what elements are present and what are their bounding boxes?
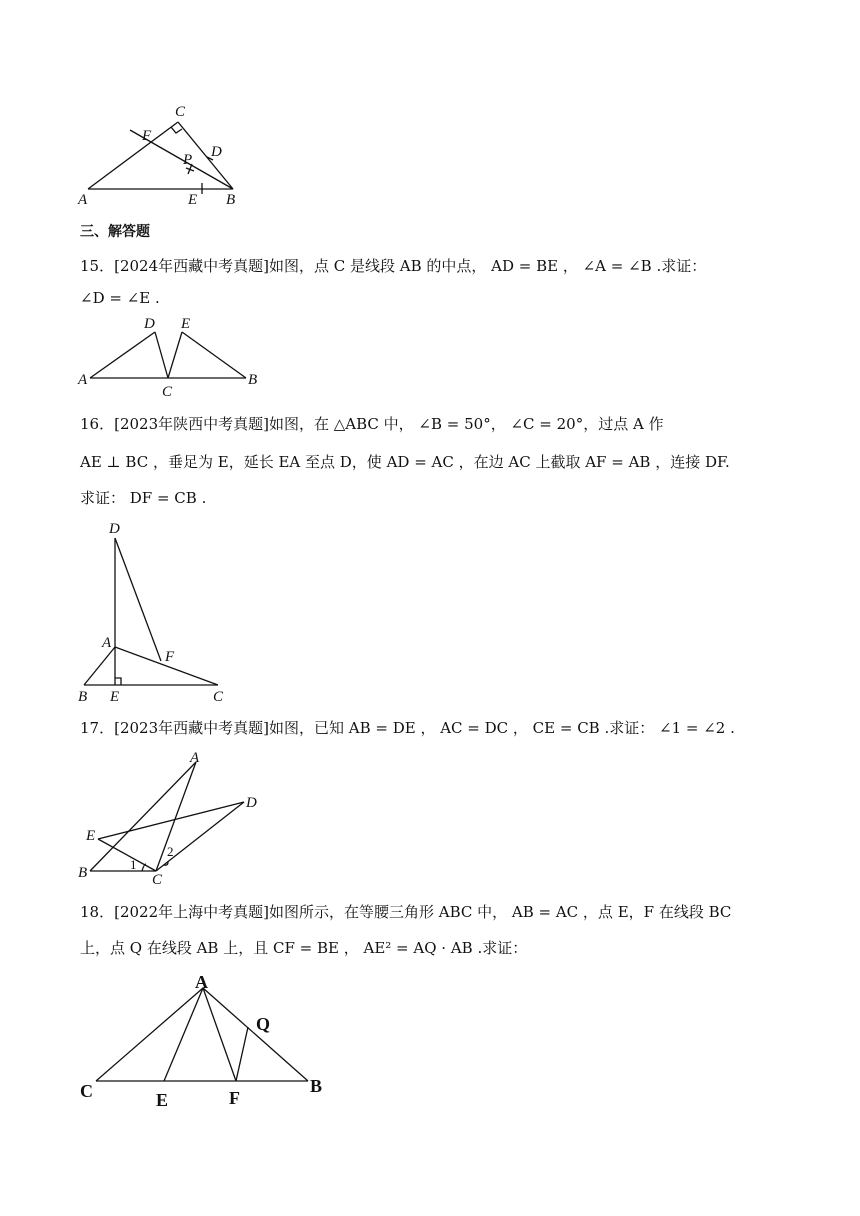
- problem-17-line-1: 17．[2023年西藏中考真题]如图，已知 AB = DE ， AC = DC ， CE = CB .求证： ∠1 = ∠2 .: [80, 719, 735, 737]
- label-Q: Q: [256, 1014, 271, 1034]
- right-angle-E: [115, 678, 121, 685]
- label-A: A: [78, 192, 88, 208]
- segment-DC: [155, 332, 168, 378]
- problem-18-line-1: 18．[2022年上海中考真题]如图所示，在等腰三角形 ABC 中， AB = AC ，点 E，F 在线段 BC: [80, 903, 732, 921]
- label-B: B: [226, 192, 236, 208]
- label-B: B: [78, 865, 88, 881]
- problem-15-line-2: ∠D = ∠E .: [80, 289, 160, 307]
- segment-AD: [90, 332, 155, 378]
- segment-BA: [84, 647, 115, 685]
- figure-15: [78, 314, 268, 400]
- problem-16-line-1: 16．[2023年陕西中考真题]如图，在 △ABC 中， ∠B = 50°， ∠C = 20°，过点 A 作: [80, 415, 664, 433]
- label-A: A: [102, 635, 112, 651]
- segment-CA: [96, 988, 203, 1081]
- segment-AB: [203, 988, 308, 1081]
- label-P: P: [183, 152, 193, 168]
- label-E: E: [156, 1090, 169, 1110]
- label-A: A: [190, 750, 200, 766]
- label-angle-2: 2: [167, 844, 174, 859]
- segment-EB: [182, 332, 246, 378]
- segment-DF: [115, 538, 161, 661]
- problem-15-line-1: 15．[2024年西藏中考真题]如图，点 C 是线段 AB 的中点， AD = BE ， ∠A = ∠B .求证：: [80, 257, 707, 275]
- figure-18: [76, 968, 336, 1108]
- label-C: C: [175, 104, 186, 120]
- segment-DE: [98, 802, 244, 839]
- segment-CE: [168, 332, 182, 378]
- label-E: E: [110, 689, 120, 705]
- label-C: C: [162, 384, 173, 400]
- label-B: B: [78, 689, 88, 705]
- label-D: D: [246, 795, 257, 811]
- segment-BA: [90, 762, 196, 871]
- label-F: F: [229, 1088, 240, 1108]
- label-B: B: [248, 372, 258, 388]
- segment-AE: [164, 988, 203, 1081]
- section-title: 三、解答题: [80, 224, 150, 240]
- figure-17: [76, 748, 276, 888]
- segment-EC: [98, 839, 156, 871]
- label-C: C: [80, 1081, 93, 1101]
- label-E: E: [188, 192, 198, 208]
- label-A: A: [78, 372, 88, 388]
- problem-18-line-2: 上，点 Q 在线段 AB 上，且 CF = BE ， AE² = AQ · AB .求证：: [80, 939, 528, 957]
- label-C: C: [213, 689, 224, 705]
- label-angle-1: 1: [130, 857, 137, 872]
- label-B: B: [310, 1076, 323, 1096]
- label-D: D: [211, 144, 222, 160]
- label-F: F: [142, 128, 152, 144]
- label-F: F: [165, 649, 175, 665]
- label-D: D: [109, 521, 120, 537]
- figure-14: [78, 100, 248, 210]
- label-D: D: [144, 316, 155, 332]
- figure-16: [76, 518, 236, 704]
- label-A: A: [195, 972, 208, 992]
- problem-16-line-2: AE ⊥ BC ，垂足为 E，延长 EA 至点 D，使 AD = AC ，在边 AC 上截取 AF = AB ，连接 DF.: [80, 453, 730, 471]
- segment-FQ: [236, 1027, 248, 1081]
- label-E: E: [86, 828, 96, 844]
- right-angle-C: [171, 127, 182, 133]
- label-E: E: [181, 316, 191, 332]
- problem-16-line-3: 求证： DF = CB .: [80, 489, 207, 507]
- label-C: C: [152, 872, 163, 888]
